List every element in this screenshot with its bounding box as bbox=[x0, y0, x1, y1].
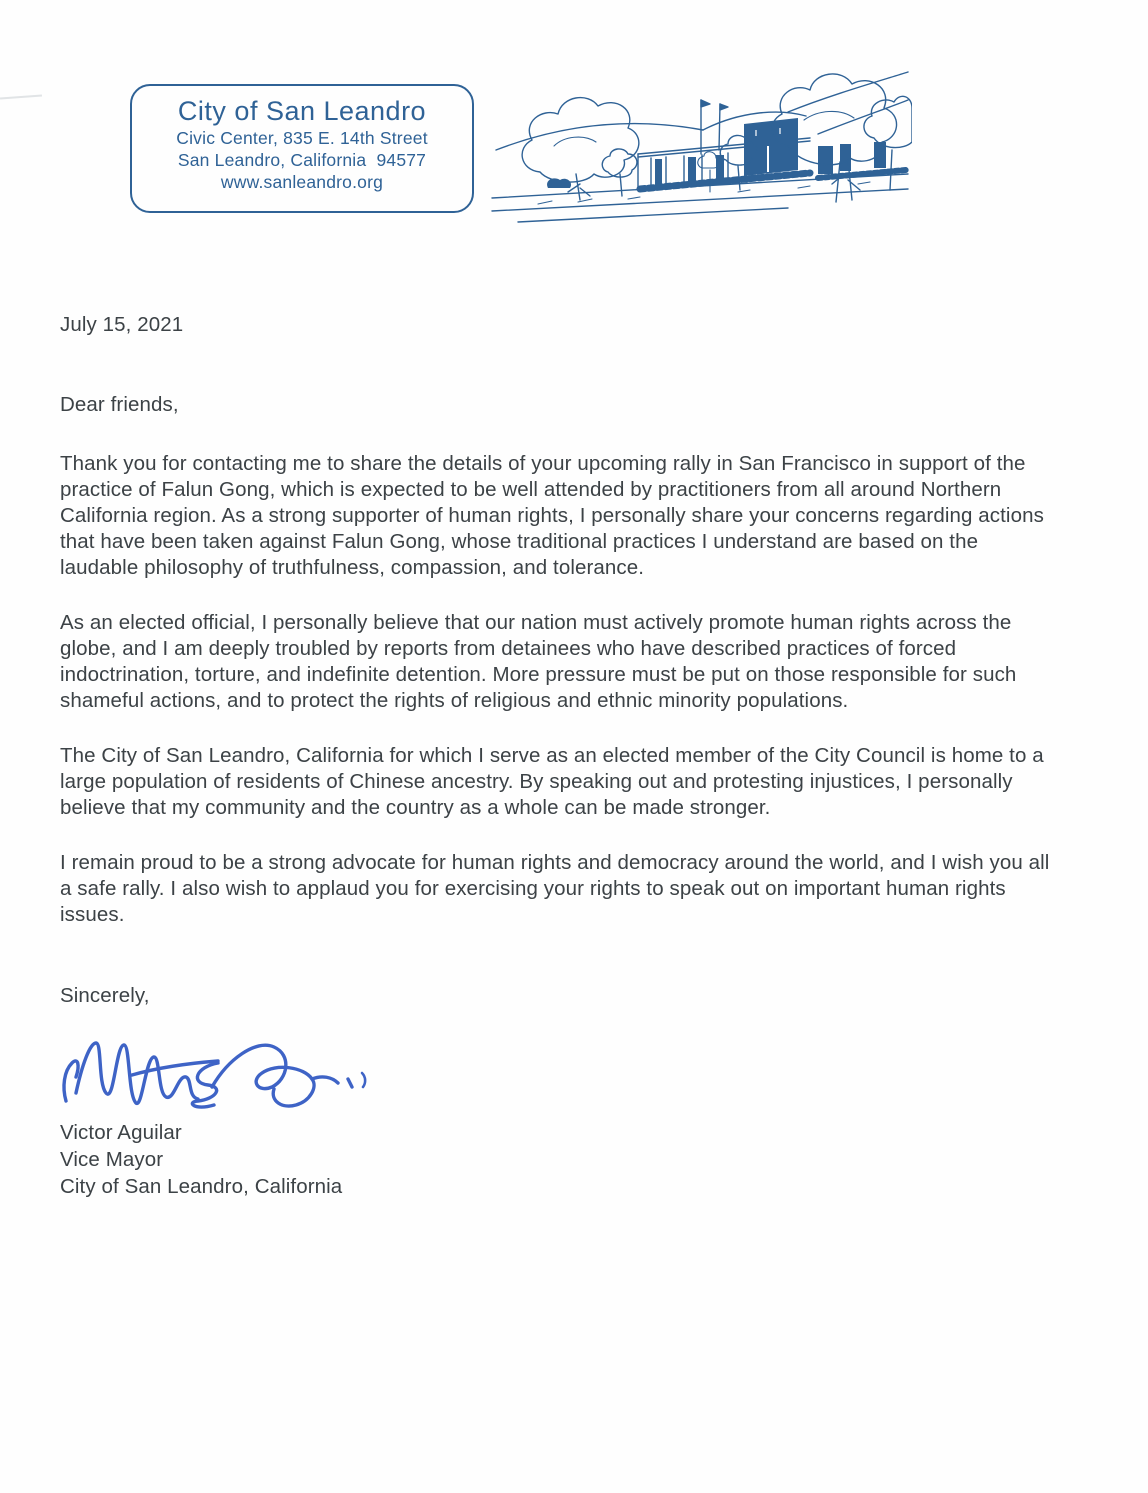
paragraph-2: As an elected official, I personally believe that our nation must actively promote human rights across the globe, and I am deeply troubled by reports from detainees who have described practices of forced indoctrination, torture, and indefinite detention. More pressure must be put on those responsible for such shameful actions, and to protect the rights of religious and ethnic minority populations. bbox=[60, 611, 1017, 712]
signature-image bbox=[60, 1013, 370, 1117]
letterhead-address-line1: Civic Center, 835 E. 14th Street bbox=[176, 128, 428, 148]
letterhead-box bbox=[130, 84, 474, 213]
civic-center-illustration-icon bbox=[488, 50, 912, 240]
signer-org: City of San Leandro, California bbox=[60, 1175, 343, 1198]
letter-date: July 15, 2021 bbox=[60, 313, 184, 336]
scan-artifact bbox=[0, 95, 42, 100]
signature-block bbox=[60, 1119, 1060, 1200]
letterhead-address-line2: San Leandro, California 94577 bbox=[177, 150, 427, 170]
signer-title: Vice Mayor bbox=[60, 1148, 164, 1171]
letter-body bbox=[60, 312, 1060, 1200]
paragraph-1: Thank you for contacting me to share the details of your upcoming rally in San Francisco in support of the practice of Falun Gong, which is expected to be well attended by practitioners from all around Northern California region. As a strong supporter of human rights, I personally share your concerns regarding actions that have been taken against Falun Gong, whose traditional practices I understand are based on the laudable philosophy of truthfulness, compassion, and tolerance. bbox=[60, 452, 1044, 579]
closing: Sincerely, bbox=[60, 984, 150, 1007]
paragraph-3: The City of San Leandro, California for which I serve as an elected member of the City Council is home to a large population of residents of Chinese ancestry. By speaking out and protesting injustices, I personally believe that my community and the country as a whole can be made stronger. bbox=[60, 744, 1044, 819]
paragraph-4: I remain proud to be a strong advocate for human rights and democracy around the world, and I wish you all a safe rally. I also wish to applaud you for exercising your rights to speak out on important human rights issues. bbox=[60, 851, 1050, 926]
salutation: Dear friends, bbox=[60, 393, 179, 416]
letterhead-org-name: City of San Leandro bbox=[177, 96, 427, 126]
signer-name: Victor Aguilar bbox=[60, 1121, 182, 1144]
letterhead-website: www.sanleandro.org bbox=[220, 172, 384, 192]
